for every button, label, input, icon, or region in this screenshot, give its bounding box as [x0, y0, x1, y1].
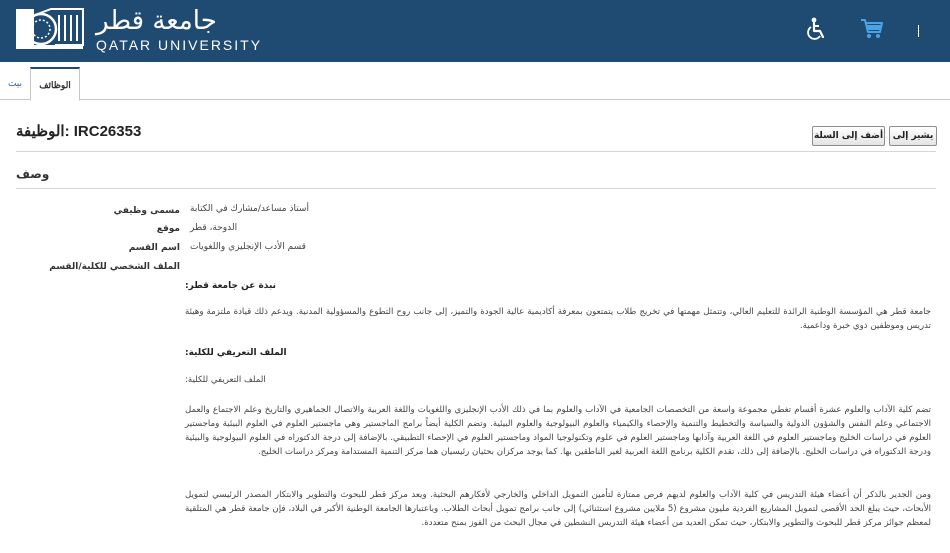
tab-bar — [0, 62, 950, 100]
heading-college-profile — [185, 348, 931, 358]
page-title: الوظيفة: IRC26353 — [16, 123, 142, 140]
field-value-job-title: أستاذ مساعد/مشارك في الكتابة — [190, 204, 309, 214]
section-heading-description: وصف — [16, 167, 50, 181]
field-value-location: الدوحة، قطر — [190, 223, 238, 233]
heading-about-qu — [185, 281, 931, 291]
divider — [16, 188, 936, 189]
shopping-cart-icon[interactable] — [860, 18, 884, 40]
field-label-location: موقع — [156, 224, 180, 234]
header-divider — [918, 25, 919, 37]
logo-english-text: QATAR UNIVERSITY — [96, 37, 263, 53]
field-label-department: اسم القسم — [128, 243, 180, 253]
site-header — [0, 0, 950, 62]
divider — [16, 151, 936, 152]
field-label-job-title: مسمى وظيفي — [113, 206, 180, 216]
field-label-college-profile: الملف الشخصي للكلية/القسم — [49, 262, 180, 272]
field-value-department: قسم الأدب الإنجليزي واللغويات — [190, 242, 306, 252]
add-to-cart-button[interactable]: أضف إلى السلة — [812, 126, 885, 146]
paragraph-about-qu: جامعة قطر هي المؤسسة الوطنية الرائدة للتعليم العالي، وتتمثل مهمتها في تخريج طلاب يتمتعون بمعرفة أكاديمية عالية الجودة والتميز، إلى جانب روح التطوع والمسؤولية المدنية. ويدعم ذلك قيادة ملتزمة وهيئة تدريس وموظفين ذوي خبرة وداعمية. — [185, 307, 931, 331]
paragraph-college-sub: الملف التعريفي للكلية: — [185, 375, 266, 385]
share-button[interactable]: يشير إلى — [889, 126, 937, 146]
tab-home[interactable]: بيت — [7, 78, 23, 88]
tab-jobs[interactable]: الوظائف — [30, 67, 80, 101]
paragraph-college-profile: تضم كلية الآداب والعلوم عشرة أقسام تغطي مجموعة واسعة من التخصصات الجامعية في الآداب والعلوم بما في ذلك الأدب الإنجليزي واللغويات واللغة العربية والاتصال الجماهيري والتاريخ وعلم الاجتماع والعمل الاجتماعي وعلم النفس والشؤون الدولية والسياسة والتخطيط والتنمية والإحصاء والكيمياء والعلوم البيولوجية والعلوم البيئية. وتضم الكلية أيضاً برامج الماجستير وهي ماجستير العلوم في العلوم البيئية وماجستير العلوم في دراسات الخليج وماجستير العلوم في اللغة العربية وآدابها وماجستير العلوم في علوم وتكنولوجيا المواد وماجستير العلوم في الإحصاء التطبيقي. بالإضافة إلى درجة الدكتوراه في العلوم البيولوجية والبيئية ودرجة الدكتوراه في دراسات الخليج. بالإضافة إلى ذلك، تقدم الكلية برنامج اللغة العربية لغير الناطقين بها. كما يوجد مركزان بحثيان رئيسيان هما مركز التنمية المستدامة ومركز دراسات الخليج. — [185, 405, 931, 457]
heading-about-qu-text: نبذة عن جامعة قطر: — [185, 281, 277, 291]
logo-arabic-text: جامعة قطر — [96, 6, 217, 36]
accessibility-icon[interactable] — [806, 17, 828, 41]
paragraph-research-funding: ومن الجدير بالذكر أن أعضاء هيئة التدريس في كلية الآداب والعلوم لديهم فرص ممتازة لتأمين التمويل الداخلي والخارجي لأفكارهم البحثية. ويعد مركز قطر للبحوث والتطوير والابتكار المصدر الرئيسي لتمويل الأبحاث، حيث يبلغ الحد الأقصى لتمويل المشاريع الفردية مليون مشروع (5 ملايين مشروع استثنائي) إلى جانب برامج تمويل أبحاث الطلاب. وباعتبارها الجامعة الوطنية الأكبر في البلاد، فإن جامعة قطر هي المتلقية لمعظم جوائز مركز قطر للبحوث والتطوير والابتكار، حيث تمكن العديد من أعضاء هيئة التدريس النشطين في مجال البحث من الفوز بمنح متعددة. — [185, 490, 932, 528]
heading-college-profile-text: الملف التعريفي للكلية: — [185, 348, 287, 358]
qatar-university-logo-icon[interactable] — [15, 5, 85, 53]
